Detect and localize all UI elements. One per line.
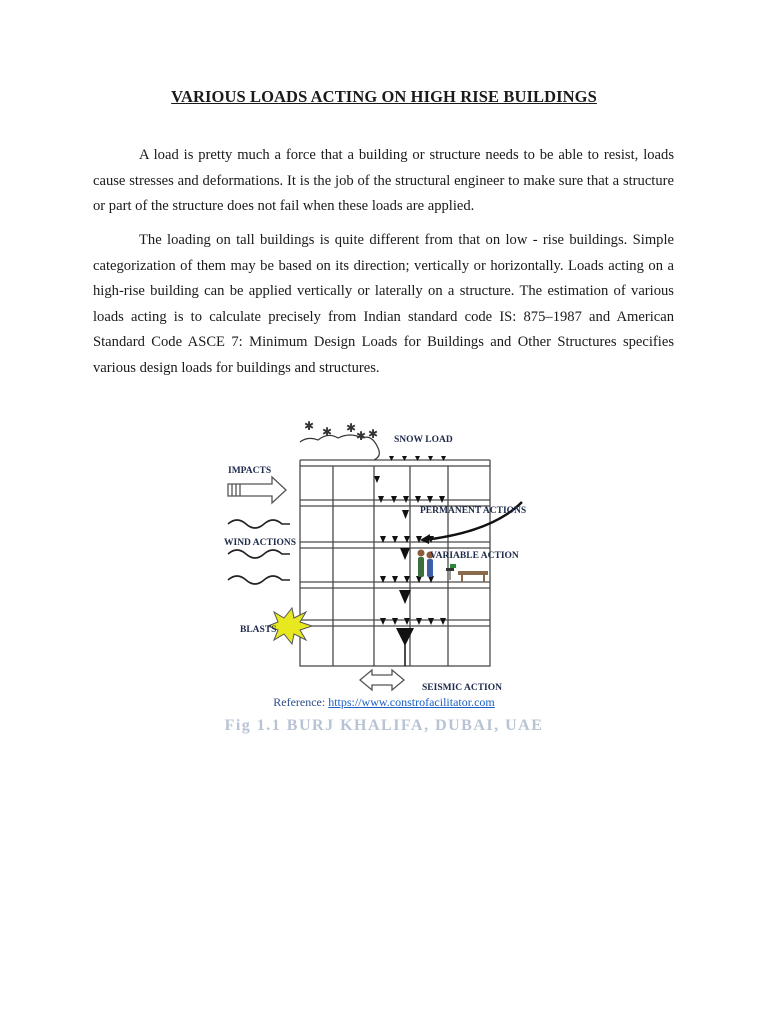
svg-text:✱: ✱ xyxy=(356,429,367,443)
figure-caption-text: Fig 1.1 BURJ KHALIFA, DUBAI, UAE xyxy=(224,717,544,734)
paragraph-loading: The loading on tall buildings is quite different from that on low - rise buildings. Simple categorization of them may be based on its direction; vertically or horizontally. Loads acting on a high-rise building can be applied vertically or laterally on a structure. The estimation of various loads acting is to calculate precisely from Indian standard code IS: 875–1987 and American Standard Code ASCE 7: Minimum Design Loads for Buildings and Other Structures specifies various design loads for buildings and structures. xyxy=(93,232,674,376)
seismic-arrow-icon xyxy=(360,670,404,690)
label-wind-actions: WIND ACTIONS xyxy=(224,538,297,548)
svg-text:✱: ✱ xyxy=(346,421,357,435)
loads-diagram xyxy=(222,414,526,696)
svg-text:✱: ✱ xyxy=(322,425,333,439)
label-blasts: BLASTS xyxy=(240,625,277,635)
label-variable-action: VARIABLE ACTION xyxy=(430,551,519,561)
impacts-arrow-icon xyxy=(228,477,286,503)
reference-link[interactable]: https://www.constrofacilitator.com xyxy=(328,695,495,709)
label-snow-load: SNOW LOAD xyxy=(394,435,453,445)
label-impacts: IMPACTS xyxy=(228,466,272,476)
label-permanent-actions: PERMANENT ACTIONS xyxy=(420,506,527,516)
paragraph-intro: A load is pretty much a force that a building or structure needs to be able to resist, loads cause stresses and deformations. It is the job of the structural engineer to make sure that a structure or part of the structure does not fail when these loads are applied. xyxy=(93,147,674,214)
building-frame xyxy=(300,460,490,666)
document-title: VARIOUS LOADS ACTING ON HIGH RISE BUILDINGS xyxy=(171,87,597,106)
label-seismic-action: SEISMIC ACTION xyxy=(422,683,502,693)
svg-text:✱: ✱ xyxy=(304,419,315,433)
reference-prefix: Reference: xyxy=(273,695,329,709)
reference-line xyxy=(0,695,768,710)
wind-wave-icons xyxy=(228,520,290,584)
svg-text:✱: ✱ xyxy=(368,427,379,441)
figure-caption xyxy=(0,717,768,739)
